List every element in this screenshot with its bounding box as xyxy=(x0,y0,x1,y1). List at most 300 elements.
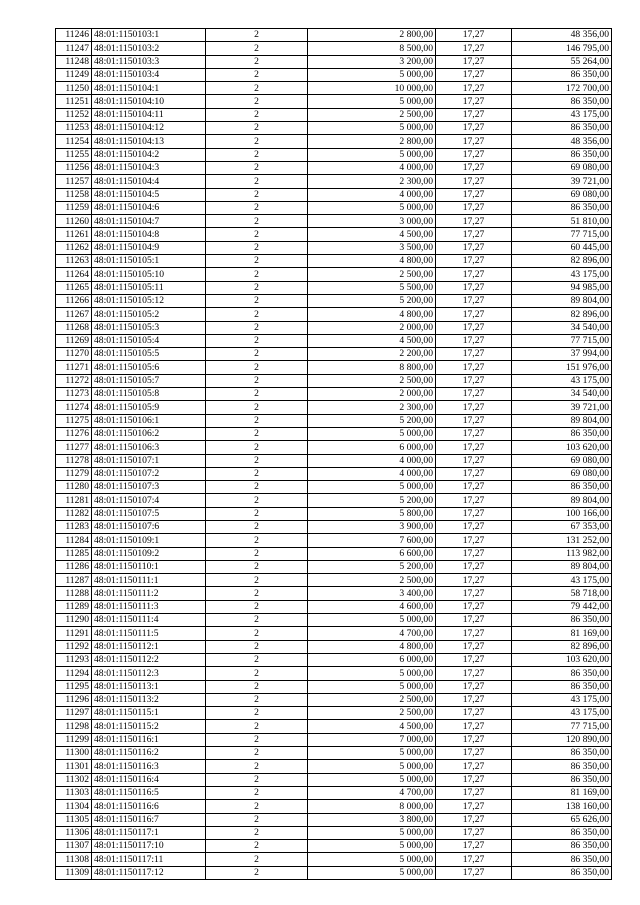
cadastral-number: 48:01:1150104:6 xyxy=(92,201,206,214)
row-number: 11254 xyxy=(56,135,92,148)
rate-value: 17,27 xyxy=(436,108,512,121)
rate-value: 17,27 xyxy=(436,840,512,853)
amount-value: 86 350,00 xyxy=(512,481,612,494)
rate-value: 17,27 xyxy=(436,334,512,347)
cadastral-number: 48:01:1150103:1 xyxy=(92,29,206,42)
share-value: 2 xyxy=(206,255,308,268)
area-value: 5 800,00 xyxy=(308,507,436,520)
rate-value: 17,27 xyxy=(436,667,512,680)
share-value: 2 xyxy=(206,321,308,334)
table-row xyxy=(56,786,612,799)
table-row xyxy=(56,733,612,746)
row-number: 11262 xyxy=(56,241,92,254)
cadastral-number: 48:01:1150111:4 xyxy=(92,614,206,627)
rate-value: 17,27 xyxy=(436,733,512,746)
rate-value: 17,27 xyxy=(436,55,512,68)
table-row xyxy=(56,653,612,666)
share-value: 2 xyxy=(206,441,308,454)
amount-value: 39 721,00 xyxy=(512,401,612,414)
rate-value: 17,27 xyxy=(436,866,512,879)
amount-value: 86 350,00 xyxy=(512,122,612,135)
amount-value: 77 715,00 xyxy=(512,334,612,347)
share-value: 2 xyxy=(206,840,308,853)
share-value: 2 xyxy=(206,747,308,760)
cadastral-number: 48:01:1150104:12 xyxy=(92,122,206,135)
cadastral-number: 48:01:1150105:9 xyxy=(92,401,206,414)
area-value: 5 000,00 xyxy=(308,148,436,161)
amount-value: 82 896,00 xyxy=(512,640,612,653)
area-value: 6 000,00 xyxy=(308,441,436,454)
row-number: 11303 xyxy=(56,786,92,799)
table-row xyxy=(56,481,612,494)
cadastral-number: 48:01:1150109:2 xyxy=(92,547,206,560)
area-value: 4 500,00 xyxy=(308,228,436,241)
table-row xyxy=(56,507,612,520)
area-value: 3 900,00 xyxy=(308,520,436,533)
area-value: 2 500,00 xyxy=(308,574,436,587)
rate-value: 17,27 xyxy=(436,281,512,294)
row-number: 11248 xyxy=(56,55,92,68)
row-number: 11298 xyxy=(56,720,92,733)
row-number: 11280 xyxy=(56,481,92,494)
area-value: 2 300,00 xyxy=(308,175,436,188)
share-value: 2 xyxy=(206,241,308,254)
table-row xyxy=(56,773,612,786)
amount-value: 43 175,00 xyxy=(512,693,612,706)
rate-value: 17,27 xyxy=(436,707,512,720)
cadastral-number: 48:01:1150105:3 xyxy=(92,321,206,334)
area-value: 5 000,00 xyxy=(308,614,436,627)
table-row xyxy=(56,388,612,401)
area-value: 5 000,00 xyxy=(308,481,436,494)
rate-value: 17,27 xyxy=(436,614,512,627)
row-number: 11305 xyxy=(56,813,92,826)
rate-value: 17,27 xyxy=(436,826,512,839)
row-number: 11259 xyxy=(56,201,92,214)
rate-value: 17,27 xyxy=(436,441,512,454)
table-row xyxy=(56,294,612,307)
cadastral-number: 48:01:1150111:2 xyxy=(92,587,206,600)
cadastral-number: 48:01:1150111:1 xyxy=(92,574,206,587)
amount-value: 43 175,00 xyxy=(512,574,612,587)
share-value: 2 xyxy=(206,55,308,68)
amount-value: 69 080,00 xyxy=(512,454,612,467)
cadastral-number: 48:01:1150107:1 xyxy=(92,454,206,467)
area-value: 4 000,00 xyxy=(308,454,436,467)
table-row xyxy=(56,467,612,480)
table-row xyxy=(56,720,612,733)
area-value: 2 800,00 xyxy=(308,135,436,148)
rate-value: 17,27 xyxy=(436,228,512,241)
rate-value: 17,27 xyxy=(436,95,512,108)
table-row xyxy=(56,866,612,879)
table-row xyxy=(56,574,612,587)
rate-value: 17,27 xyxy=(436,786,512,799)
area-value: 5 200,00 xyxy=(308,494,436,507)
amount-value: 58 718,00 xyxy=(512,587,612,600)
amount-value: 69 080,00 xyxy=(512,188,612,201)
share-value: 2 xyxy=(206,534,308,547)
share-value: 2 xyxy=(206,826,308,839)
row-number: 11270 xyxy=(56,348,92,361)
cadastral-number: 48:01:1150104:4 xyxy=(92,175,206,188)
rate-value: 17,27 xyxy=(436,414,512,427)
area-value: 2 300,00 xyxy=(308,401,436,414)
amount-value: 79 442,00 xyxy=(512,600,612,613)
table-row xyxy=(56,201,612,214)
cadastral-number: 48:01:1150105:8 xyxy=(92,388,206,401)
row-number: 11252 xyxy=(56,108,92,121)
rate-value: 17,27 xyxy=(436,507,512,520)
row-number: 11286 xyxy=(56,560,92,573)
share-value: 2 xyxy=(206,427,308,440)
cadastral-number: 48:01:1150104:2 xyxy=(92,148,206,161)
cadastral-table xyxy=(55,28,612,880)
area-value: 5 000,00 xyxy=(308,840,436,853)
cadastral-number: 48:01:1150116:1 xyxy=(92,733,206,746)
area-value: 5 000,00 xyxy=(308,853,436,866)
area-value: 3 400,00 xyxy=(308,587,436,600)
share-value: 2 xyxy=(206,201,308,214)
amount-value: 86 350,00 xyxy=(512,773,612,786)
cadastral-number: 48:01:1150115:1 xyxy=(92,707,206,720)
amount-value: 69 080,00 xyxy=(512,161,612,174)
cadastral-number: 48:01:1150112:2 xyxy=(92,653,206,666)
area-value: 6 600,00 xyxy=(308,547,436,560)
area-value: 2 000,00 xyxy=(308,388,436,401)
amount-value: 86 350,00 xyxy=(512,614,612,627)
share-value: 2 xyxy=(206,388,308,401)
table-row xyxy=(56,840,612,853)
share-value: 2 xyxy=(206,481,308,494)
row-number: 11264 xyxy=(56,268,92,281)
row-number: 11255 xyxy=(56,148,92,161)
amount-value: 86 350,00 xyxy=(512,840,612,853)
table-row xyxy=(56,334,612,347)
amount-value: 81 169,00 xyxy=(512,786,612,799)
share-value: 2 xyxy=(206,707,308,720)
table-row xyxy=(56,361,612,374)
share-value: 2 xyxy=(206,760,308,773)
table-row xyxy=(56,42,612,55)
cadastral-number: 48:01:1150107:2 xyxy=(92,467,206,480)
share-value: 2 xyxy=(206,667,308,680)
amount-value: 86 350,00 xyxy=(512,866,612,879)
cadastral-number: 48:01:1150103:2 xyxy=(92,42,206,55)
table-row xyxy=(56,228,612,241)
amount-value: 43 175,00 xyxy=(512,374,612,387)
cadastral-number: 48:01:1150105:10 xyxy=(92,268,206,281)
amount-value: 100 166,00 xyxy=(512,507,612,520)
area-value: 2 500,00 xyxy=(308,707,436,720)
cadastral-number: 48:01:1150115:2 xyxy=(92,720,206,733)
area-value: 2 500,00 xyxy=(308,108,436,121)
area-value: 5 000,00 xyxy=(308,95,436,108)
table-row xyxy=(56,547,612,560)
cadastral-number: 48:01:1150111:5 xyxy=(92,627,206,640)
row-number: 11274 xyxy=(56,401,92,414)
table-row xyxy=(56,813,612,826)
rate-value: 17,27 xyxy=(436,348,512,361)
share-value: 2 xyxy=(206,813,308,826)
row-number: 11293 xyxy=(56,653,92,666)
area-value: 7 600,00 xyxy=(308,534,436,547)
amount-value: 86 350,00 xyxy=(512,201,612,214)
area-value: 4 800,00 xyxy=(308,640,436,653)
amount-value: 86 350,00 xyxy=(512,680,612,693)
row-number: 11266 xyxy=(56,294,92,307)
table-row xyxy=(56,82,612,95)
amount-value: 67 353,00 xyxy=(512,520,612,533)
cadastral-number: 48:01:1150117:1 xyxy=(92,826,206,839)
rate-value: 17,27 xyxy=(436,241,512,254)
share-value: 2 xyxy=(206,401,308,414)
area-value: 5 000,00 xyxy=(308,826,436,839)
amount-value: 82 896,00 xyxy=(512,308,612,321)
share-value: 2 xyxy=(206,108,308,121)
table-body xyxy=(56,29,612,880)
area-value: 3 200,00 xyxy=(308,55,436,68)
table-row xyxy=(56,374,612,387)
table-row xyxy=(56,640,612,653)
rate-value: 17,27 xyxy=(436,467,512,480)
area-value: 5 000,00 xyxy=(308,68,436,81)
table-row xyxy=(56,135,612,148)
share-value: 2 xyxy=(206,228,308,241)
rate-value: 17,27 xyxy=(436,82,512,95)
rate-value: 17,27 xyxy=(436,161,512,174)
share-value: 2 xyxy=(206,122,308,135)
share-value: 2 xyxy=(206,600,308,613)
area-value: 5 200,00 xyxy=(308,294,436,307)
share-value: 2 xyxy=(206,653,308,666)
rate-value: 17,27 xyxy=(436,773,512,786)
rate-value: 17,27 xyxy=(436,427,512,440)
area-value: 5 000,00 xyxy=(308,680,436,693)
share-value: 2 xyxy=(206,308,308,321)
amount-value: 51 810,00 xyxy=(512,215,612,228)
amount-value: 48 356,00 xyxy=(512,29,612,42)
share-value: 2 xyxy=(206,853,308,866)
table-row xyxy=(56,494,612,507)
rate-value: 17,27 xyxy=(436,640,512,653)
rate-value: 17,27 xyxy=(436,720,512,733)
table-row xyxy=(56,441,612,454)
area-value: 2 200,00 xyxy=(308,348,436,361)
row-number: 11258 xyxy=(56,188,92,201)
cadastral-number: 48:01:1150105:12 xyxy=(92,294,206,307)
rate-value: 17,27 xyxy=(436,800,512,813)
cadastral-number: 48:01:1150111:3 xyxy=(92,600,206,613)
row-number: 11260 xyxy=(56,215,92,228)
row-number: 11304 xyxy=(56,800,92,813)
cadastral-number: 48:01:1150116:5 xyxy=(92,786,206,799)
table-row xyxy=(56,587,612,600)
amount-value: 86 350,00 xyxy=(512,826,612,839)
amount-value: 34 540,00 xyxy=(512,388,612,401)
area-value: 5 500,00 xyxy=(308,281,436,294)
rate-value: 17,27 xyxy=(436,308,512,321)
cadastral-number: 48:01:1150104:11 xyxy=(92,108,206,121)
amount-value: 86 350,00 xyxy=(512,667,612,680)
share-value: 2 xyxy=(206,547,308,560)
area-value: 4 800,00 xyxy=(308,255,436,268)
cadastral-number: 48:01:1150113:2 xyxy=(92,693,206,706)
row-number: 11282 xyxy=(56,507,92,520)
area-value: 5 000,00 xyxy=(308,747,436,760)
row-number: 11267 xyxy=(56,308,92,321)
share-value: 2 xyxy=(206,587,308,600)
rate-value: 17,27 xyxy=(436,560,512,573)
share-value: 2 xyxy=(206,268,308,281)
amount-value: 55 264,00 xyxy=(512,55,612,68)
amount-value: 86 350,00 xyxy=(512,68,612,81)
rate-value: 17,27 xyxy=(436,653,512,666)
rate-value: 17,27 xyxy=(436,135,512,148)
share-value: 2 xyxy=(206,507,308,520)
share-value: 2 xyxy=(206,467,308,480)
rate-value: 17,27 xyxy=(436,68,512,81)
amount-value: 43 175,00 xyxy=(512,707,612,720)
cadastral-number: 48:01:1150104:10 xyxy=(92,95,206,108)
amount-value: 89 804,00 xyxy=(512,414,612,427)
row-number: 11279 xyxy=(56,467,92,480)
amount-value: 86 350,00 xyxy=(512,747,612,760)
amount-value: 39 721,00 xyxy=(512,175,612,188)
cadastral-number: 48:01:1150104:8 xyxy=(92,228,206,241)
rate-value: 17,27 xyxy=(436,42,512,55)
rate-value: 17,27 xyxy=(436,401,512,414)
cadastral-number: 48:01:1150105:11 xyxy=(92,281,206,294)
cadastral-number: 48:01:1150109:1 xyxy=(92,534,206,547)
area-value: 2 500,00 xyxy=(308,268,436,281)
amount-value: 172 700,00 xyxy=(512,82,612,95)
share-value: 2 xyxy=(206,161,308,174)
share-value: 2 xyxy=(206,175,308,188)
cadastral-number: 48:01:1150106:1 xyxy=(92,414,206,427)
table-row xyxy=(56,560,612,573)
rate-value: 17,27 xyxy=(436,175,512,188)
area-value: 4 700,00 xyxy=(308,627,436,640)
share-value: 2 xyxy=(206,294,308,307)
table-row xyxy=(56,255,612,268)
row-number: 11249 xyxy=(56,68,92,81)
row-number: 11294 xyxy=(56,667,92,680)
area-value: 4 700,00 xyxy=(308,786,436,799)
row-number: 11297 xyxy=(56,707,92,720)
cadastral-number: 48:01:1150107:3 xyxy=(92,481,206,494)
cadastral-number: 48:01:1150117:11 xyxy=(92,853,206,866)
amount-value: 48 356,00 xyxy=(512,135,612,148)
row-number: 11300 xyxy=(56,747,92,760)
share-value: 2 xyxy=(206,82,308,95)
area-value: 6 000,00 xyxy=(308,653,436,666)
cadastral-number: 48:01:1150110:1 xyxy=(92,560,206,573)
table-row xyxy=(56,760,612,773)
amount-value: 89 804,00 xyxy=(512,294,612,307)
row-number: 11287 xyxy=(56,574,92,587)
rate-value: 17,27 xyxy=(436,680,512,693)
rate-value: 17,27 xyxy=(436,853,512,866)
row-number: 11277 xyxy=(56,441,92,454)
row-number: 11253 xyxy=(56,122,92,135)
share-value: 2 xyxy=(206,560,308,573)
area-value: 8 500,00 xyxy=(308,42,436,55)
row-number: 11284 xyxy=(56,534,92,547)
share-value: 2 xyxy=(206,614,308,627)
amount-value: 86 350,00 xyxy=(512,95,612,108)
share-value: 2 xyxy=(206,95,308,108)
row-number: 11257 xyxy=(56,175,92,188)
row-number: 11288 xyxy=(56,587,92,600)
table-row xyxy=(56,122,612,135)
cadastral-number: 48:01:1150112:1 xyxy=(92,640,206,653)
table-row xyxy=(56,308,612,321)
cadastral-number: 48:01:1150116:4 xyxy=(92,773,206,786)
share-value: 2 xyxy=(206,188,308,201)
row-number: 11309 xyxy=(56,866,92,879)
table-row xyxy=(56,853,612,866)
row-number: 11301 xyxy=(56,760,92,773)
cadastral-number: 48:01:1150116:6 xyxy=(92,800,206,813)
row-number: 11268 xyxy=(56,321,92,334)
row-number: 11271 xyxy=(56,361,92,374)
area-value: 4 500,00 xyxy=(308,334,436,347)
row-number: 11250 xyxy=(56,82,92,95)
row-number: 11278 xyxy=(56,454,92,467)
share-value: 2 xyxy=(206,68,308,81)
share-value: 2 xyxy=(206,800,308,813)
row-number: 11290 xyxy=(56,614,92,627)
rate-value: 17,27 xyxy=(436,547,512,560)
area-value: 5 000,00 xyxy=(308,427,436,440)
table-row xyxy=(56,281,612,294)
area-value: 5 000,00 xyxy=(308,760,436,773)
table-row xyxy=(56,693,612,706)
area-value: 4 800,00 xyxy=(308,308,436,321)
area-value: 5 000,00 xyxy=(308,122,436,135)
rate-value: 17,27 xyxy=(436,587,512,600)
cadastral-number: 48:01:1150113:1 xyxy=(92,680,206,693)
row-number: 11256 xyxy=(56,161,92,174)
area-value: 3 800,00 xyxy=(308,813,436,826)
row-number: 11302 xyxy=(56,773,92,786)
amount-value: 151 976,00 xyxy=(512,361,612,374)
row-number: 11306 xyxy=(56,826,92,839)
row-number: 11261 xyxy=(56,228,92,241)
table-row xyxy=(56,348,612,361)
share-value: 2 xyxy=(206,627,308,640)
amount-value: 86 350,00 xyxy=(512,148,612,161)
area-value: 2 000,00 xyxy=(308,321,436,334)
table-row xyxy=(56,29,612,42)
cadastral-number: 48:01:1150116:2 xyxy=(92,747,206,760)
rate-value: 17,27 xyxy=(436,321,512,334)
cadastral-number: 48:01:1150104:7 xyxy=(92,215,206,228)
rate-value: 17,27 xyxy=(436,627,512,640)
row-number: 11275 xyxy=(56,414,92,427)
amount-value: 89 804,00 xyxy=(512,560,612,573)
cadastral-number: 48:01:1150104:1 xyxy=(92,82,206,95)
area-value: 4 600,00 xyxy=(308,600,436,613)
area-value: 5 000,00 xyxy=(308,773,436,786)
cadastral-number: 48:01:1150105:1 xyxy=(92,255,206,268)
area-value: 2 800,00 xyxy=(308,29,436,42)
cadastral-number: 48:01:1150117:12 xyxy=(92,866,206,879)
amount-value: 77 715,00 xyxy=(512,228,612,241)
rate-value: 17,27 xyxy=(436,534,512,547)
table-row xyxy=(56,68,612,81)
